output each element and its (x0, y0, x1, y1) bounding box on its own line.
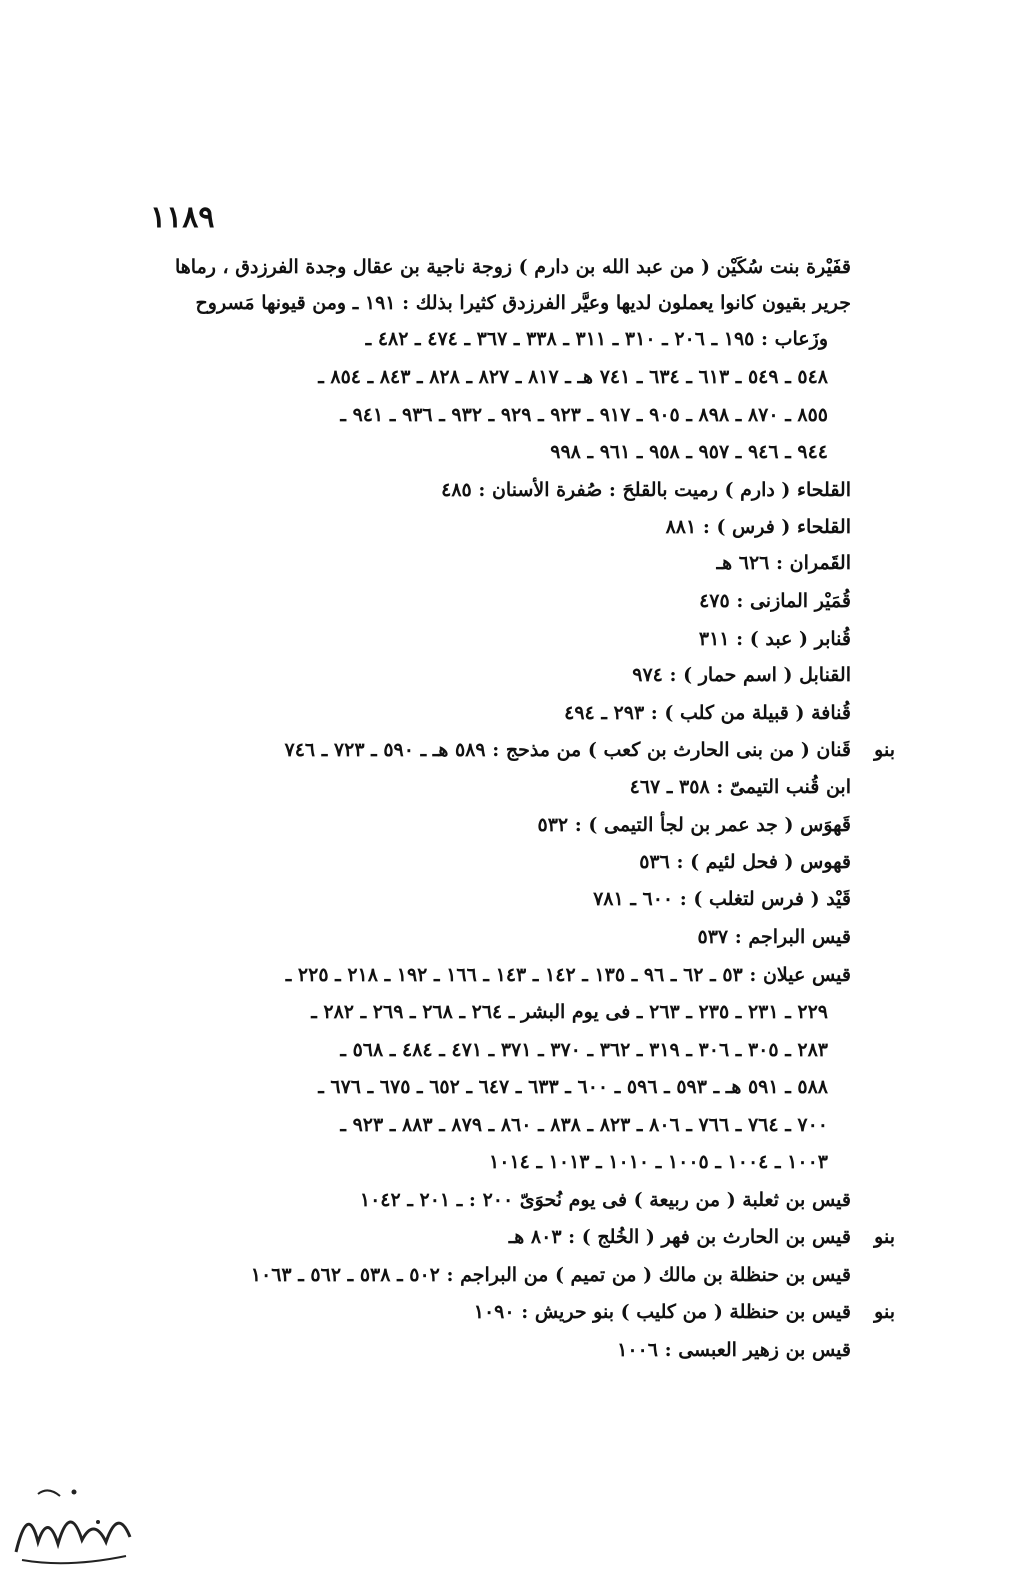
entry-line: قُنافة ( قبيلة من كلب ) : ٢٩٣ ـ ٤٩٤ (564, 702, 851, 724)
entry-line: القلحاء ( فرس ) : ٨٨١ (665, 516, 851, 538)
entry-line: قيس بن زهير العبسى : ١٠٠٦ (617, 1339, 851, 1361)
entry-line: قهوس ( فحل لئيم ) : ٥٣٦ (639, 851, 851, 873)
entry-line: القنابل ( اسم حمار ) : ٩٧٤ (632, 664, 851, 686)
entry-prefix: بنو (874, 739, 895, 761)
entry-line: ٢٢٩ ـ ٢٣١ ـ ٢٣٥ ـ ٢٦٣ ـ فى يوم البشر ـ ٢٦٤ ـ ٢٦٨ ـ ٢٦٩ ـ ٢٨٢ ـ (311, 1001, 828, 1023)
stamp-calligraphy-icon (8, 1482, 138, 1572)
entry-line: ٧٠٠ ـ ٧٦٤ ـ ٧٦٦ ـ ٨٠٦ ـ ٨٢٣ ـ ٨٣٨ ـ ٨٦٠ ـ ٨٧٩ ـ ٨٨٣ ـ ٩٢٣ ـ (340, 1114, 828, 1136)
entry-line: قيس البراجم : ٥٣٧ (697, 926, 851, 948)
entry-line: قُنابر ( عبد ) : ٣١١ (698, 628, 851, 650)
entry-prefix: بنو (874, 1226, 895, 1248)
entry-line: قيس بن حنظلة ( من كليب ) بنو حريش : ١٠٩٠ (473, 1301, 851, 1323)
entry-line: ٨٥٥ ـ ٨٧٠ ـ ٨٩٨ ـ ٩٠٥ ـ ٩١٧ ـ ٩٢٣ ـ ٩٢٩ ـ ٩٣٢ ـ ٩٣٦ ـ ٩٤١ ـ (340, 404, 828, 426)
entry-prefix: بنو (874, 1301, 895, 1323)
entry-line: وزَعاب : ١٩٥ ـ ٢٠٦ ـ ٣١٠ ـ ٣١١ ـ ٣٣٨ ـ ٣٦٧ ـ ٤٧٤ ـ ٤٨٢ ـ (365, 328, 828, 350)
entry-line: القَمران : ٦٢٦ هـ (716, 552, 851, 574)
entry-line: ابن قُنب التيمىّ : ٣٥٨ ـ ٤٦٧ (629, 776, 851, 798)
entry-line: جرير بقيون كانوا يعملون لديها وعيَّر الفرزدق كثيرا بذلك : ١٩١ ـ ومن قيونها مَسروح (195, 292, 851, 314)
entry-line: القلحاء ( دارم ) رميت بالقلحَ : صُفرة الأسنان : ٤٨٥ (441, 479, 851, 501)
entry-line: قيس عيلان : ٥٣ ـ ٦٢ ـ ٩٦ ـ ١٣٥ ـ ١٤٢ ـ ١٤٣ ـ ١٦٦ ـ ١٩٢ ـ ٢١٨ ـ ٢٢٥ ـ (285, 964, 851, 986)
entry-line: ٥٤٨ ـ ٥٤٩ ـ ٦١٣ ـ ٦٣٤ ـ ٧٤١ هـ ـ ٨١٧ ـ ٨٢٧ ـ ٨٢٨ ـ ٨٤٣ ـ ٨٥٤ ـ (318, 366, 828, 388)
entry-line: ٥٨٨ ـ ٥٩١ هـ ـ ٥٩٣ ـ ٥٩٦ ـ ٦٠٠ ـ ٦٣٣ ـ ٦٤٧ ـ ٦٥٢ ـ ٦٧٥ ـ ٦٧٦ ـ (318, 1076, 828, 1098)
entry-line: ١٠٠٣ ـ ١٠٠٤ ـ ١٠٠٥ ـ ١٠١٠ ـ ١٠١٣ ـ ١٠١٤ (489, 1151, 828, 1173)
entry-line: قيس بن حنظلة بن مالك ( من تميم ) من البراجم : ٥٠٢ ـ ٥٣٨ ـ ٥٦٢ ـ ١٠٦٣ (250, 1264, 851, 1286)
library-stamp (8, 1482, 138, 1572)
page-number: ١١٨٩ (150, 200, 215, 235)
entry-line: قُمَيْر المازنى : ٤٧٥ (699, 590, 851, 612)
entry-line: قَنان ( من بنى الحارث بن كعب ) من مذحج : ٥٨٩ هـ ـ ٥٩٠ ـ ٧٢٣ ـ ٧٤٦ (284, 739, 851, 761)
entry-line: قَيْد ( فرس لتغلب ) : ٦٠٠ ـ ٧٨١ (593, 888, 851, 910)
entry-line: ٩٤٤ ـ ٩٤٦ ـ ٩٥٧ ـ ٩٥٨ ـ ٩٦١ ـ ٩٩٨ (550, 441, 828, 463)
entry-line: قفَيْرة بنت سُكَيْن ( من عبد الله بن دارم ) زوجة ناجية بن عقال وجدة الفرزدق ، رماها (174, 256, 851, 278)
entry-line: قيس بن الحارث بن فهر ( الخُلج ) : ٨٠٣ هـ (508, 1226, 851, 1248)
entry-line: قَهوَس ( جد عمر بن لجأ التيمى ) : ٥٣٢ (537, 814, 851, 836)
entry-line: ٢٨٣ ـ ٣٠٥ ـ ٣٠٦ ـ ٣١٩ ـ ٣٦٢ ـ ٣٧٠ ـ ٣٧١ ـ ٤٧١ ـ ٤٨٤ ـ ٥٦٨ ـ (340, 1039, 828, 1061)
entry-line: قيس بن ثعلبة ( من ربيعة ) فى يوم نُحوَىّ ٢٠٠ : ـ ٢٠١ ـ ١٠٤٢ (359, 1189, 851, 1211)
